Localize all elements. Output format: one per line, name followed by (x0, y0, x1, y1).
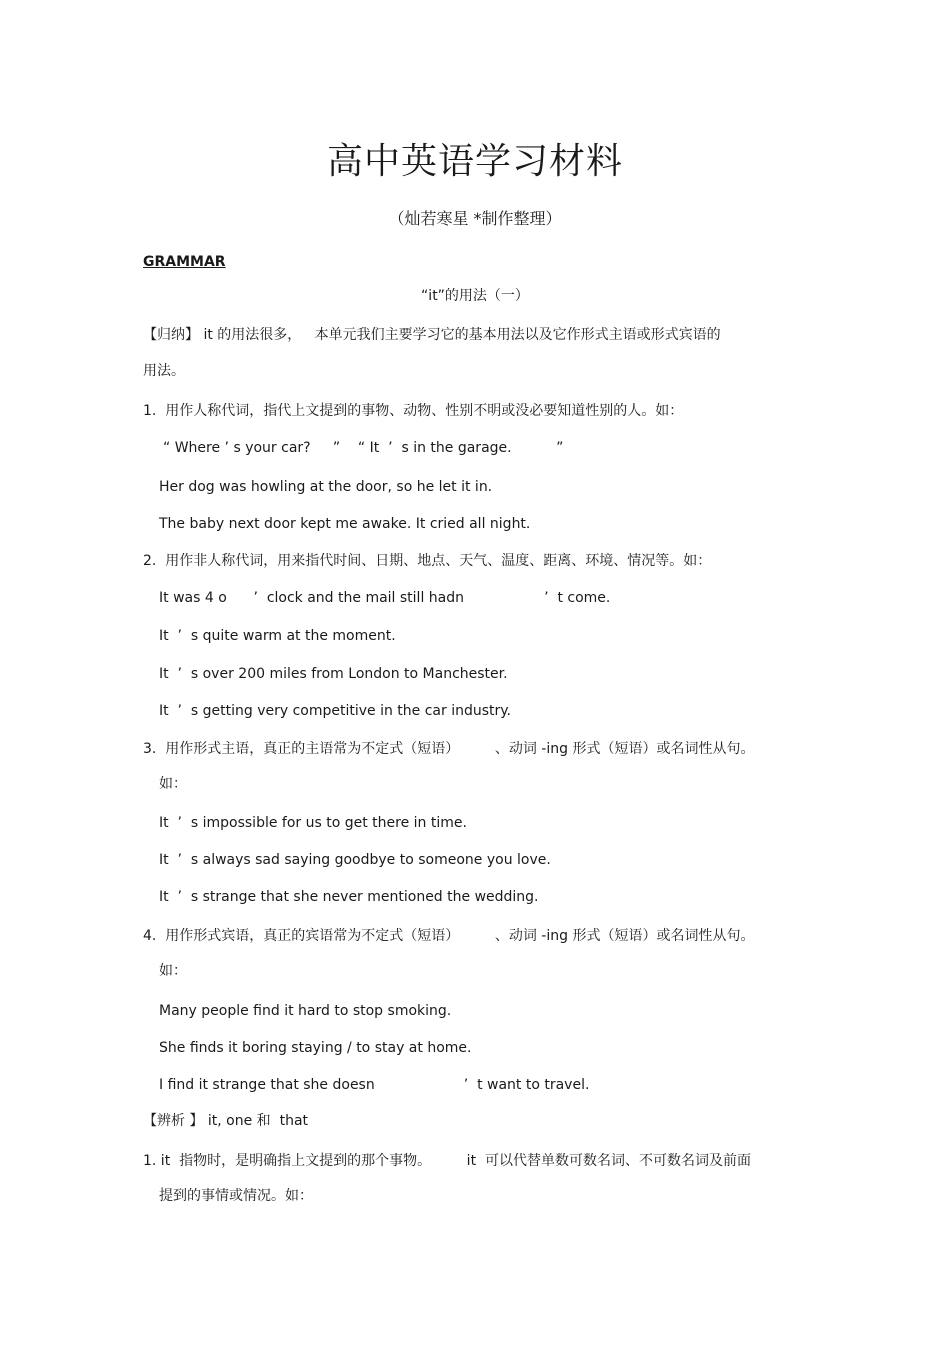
example-line: It was 4 o ’ clock and the mail still hadn ’ t come. (159, 590, 611, 606)
distinction-heading: 【辨析 】 it, one 和 that (143, 1113, 309, 1129)
section-title: “it”的用法（一） (421, 288, 529, 304)
distinction-1-cont: 提到的事情或情况。如： (159, 1188, 313, 1204)
rule-1: 1. 用作人称代词，指代上文提到的事物、动物、性别不明或没必要知道性别的人。如： (143, 403, 684, 419)
example-line: It ’ s getting very competitive in the car industry. (159, 703, 512, 719)
grammar-heading: GRAMMAR (143, 254, 226, 270)
distinction-1: 1. it 指物时，是明确指上文提到的那个事物。 it 可以代替单数可数名词、不可数名词及前面 (143, 1153, 751, 1169)
example-line: It ’ s strange that she never mentioned the wedding. (159, 889, 539, 905)
example-line: The baby next door kept me awake. It cried all night. (159, 516, 531, 532)
example-line: Many people find it hard to stop smoking. (159, 1003, 452, 1019)
example-line: It ’ s quite warm at the moment. (159, 628, 396, 644)
rule-2: 2. 用作非人称代词，用来指代时间、日期、地点、天气、温度、距离、环境、情况等。如： (143, 553, 712, 569)
example-line: It ’ s always sad saying goodbye to someone you love. (159, 852, 551, 868)
rule-3: 3. 用作形式主语，真正的主语常为不定式（短语） 、动词 -ing 形式（短语）或名词性从句。 (143, 741, 755, 757)
example-line: I find it strange that she doesn ’ t want to travel. (159, 1077, 590, 1093)
rule-4: 4. 用作形式宾语，真正的宾语常为不定式（短语） 、动词 -ing 形式（短语）或名词性从句。 (143, 928, 755, 944)
rule-3-cont: 如： (159, 776, 187, 792)
rule-4-cont: 如： (159, 963, 187, 979)
example-line: She finds it boring staying / to stay at home. (159, 1040, 472, 1056)
example-line: It ’ s impossible for us to get there in time. (159, 815, 467, 831)
summary-line-cont: 用法。 (143, 363, 185, 379)
example-line: “ Where ’ s your car? ” “ It ’ s in the garage. ” (163, 440, 564, 456)
document-title: 高中英语学习材料 (326, 141, 623, 182)
example-line: Her dog was howling at the door, so he let it in. (159, 479, 493, 495)
document-subtitle: （灿若寒星 *制作整理） (388, 209, 562, 228)
summary-line: 【归纳】 it 的用法很多， 本单元我们主要学习它的基本用法以及它作形式主语或形式宾语的 (143, 327, 721, 343)
example-line: It ’ s over 200 miles from London to Manchester. (159, 666, 508, 682)
